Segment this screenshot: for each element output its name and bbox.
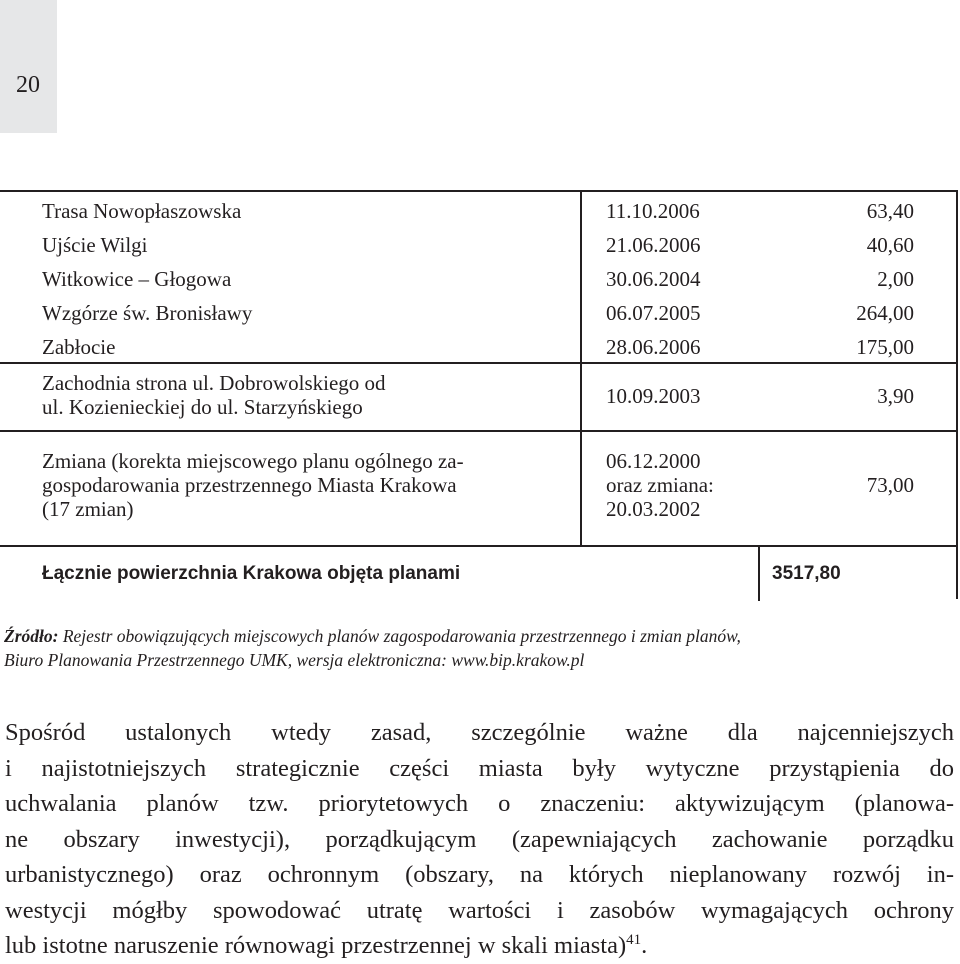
table-row: [0, 364, 956, 432]
paragraph-line: westycji mógłby spowodować utratę wartości i zasobów wymagających ochrony: [5, 896, 954, 924]
adoption-date: 11.10.2006: [606, 199, 700, 223]
area-name: Ujście Wilgi: [42, 233, 148, 257]
plans-table: [0, 190, 958, 599]
adoption-date: 28.06.2006: [606, 335, 701, 359]
footnote-reference: 41: [626, 931, 642, 948]
area-name: Trasa Nowopłaszowska: [42, 199, 242, 223]
table-row: [0, 328, 956, 364]
adoption-date: 10.09.2003: [606, 384, 701, 408]
area-name: Zabłocie: [42, 335, 116, 359]
area-name-line: ul. Kozienieckiej do ul. Starzyńskiego: [42, 395, 363, 419]
paragraph-line: i najistotniejszych strategicznie części miasta były wytyczne przystąpienia do: [5, 754, 954, 782]
paragraph-line: lub istotne naruszenie równowagi przestrzennej w skali miasta): [5, 932, 627, 959]
date-line: 20.03.2002: [606, 497, 701, 521]
table-row: [0, 294, 956, 328]
paragraph-line: urbanistycznego) oraz ochronnym (obszary, na których nieplanowany rozwój in-: [5, 861, 954, 888]
table-row: [0, 432, 956, 547]
total-value: 3517,80: [772, 563, 841, 584]
area-name-line: gospodarowania przestrzennego Miasta Krakowa: [42, 473, 457, 497]
area-name: [42, 449, 464, 521]
adoption-date: 06.07.2005: [606, 301, 701, 325]
area-name-line: (17 zmian): [42, 497, 134, 521]
area-name: [42, 371, 386, 419]
source-note: [4, 624, 944, 672]
area-name: Wzgórze św. Bronisławy: [42, 301, 253, 325]
body-paragraph: [5, 715, 954, 964]
area-value: 63,40: [866, 199, 914, 223]
area-value: 264,00: [856, 301, 914, 325]
source-text-line: Rejestr obowiązujących miejscowych planów zagospodarowania przestrzennego i zmian planów,: [62, 626, 741, 646]
area-value: 175,00: [856, 335, 914, 359]
source-label: Źródło:: [4, 626, 59, 646]
table-row: [0, 192, 956, 226]
total-label: Łącznie powierzchnia Krakowa objęta planami: [42, 563, 461, 584]
source-text-line: Biuro Planowania Przestrzennego UMK, wersja elektroniczna: www.bip.krakow.pl: [4, 650, 585, 670]
date-line: 06.12.2000: [606, 449, 701, 473]
area-value: 2,00: [877, 267, 914, 291]
total-row: [0, 547, 956, 601]
final-period: .: [641, 932, 648, 959]
area-name-line: Zmiana (korekta miejscowego planu ogólnego za-: [42, 449, 464, 473]
paragraph-line: Spośród ustalonych wtedy zasad, szczególnie ważne dla najcenniejszych: [5, 719, 954, 746]
paragraph-line: uchwalania planów tzw. priorytetowych o znaczeniu: aktywizującym (planowa-: [5, 790, 954, 817]
area-name-line: Zachodnia strona ul. Dobrowolskiego od: [42, 371, 386, 395]
date-line: oraz zmiana:: [606, 473, 714, 497]
adoption-date: [606, 449, 714, 521]
area-value: 3,90: [877, 384, 914, 408]
table-row: [0, 226, 956, 260]
page-number-tab: [0, 0, 57, 133]
adoption-date: 21.06.2006: [606, 233, 701, 257]
paragraph-last-line: [5, 928, 954, 964]
table-row: [0, 260, 956, 294]
area-name: Witkowice – Głogowa: [42, 267, 232, 291]
page-number: 20: [16, 72, 40, 98]
paragraph-line: ne obszary inwestycji), porządkującym (zapewniających zachowanie porządku: [5, 825, 954, 853]
area-value: 73,00: [866, 473, 914, 497]
area-value: 40,60: [866, 233, 914, 257]
adoption-date: 30.06.2004: [606, 267, 701, 291]
